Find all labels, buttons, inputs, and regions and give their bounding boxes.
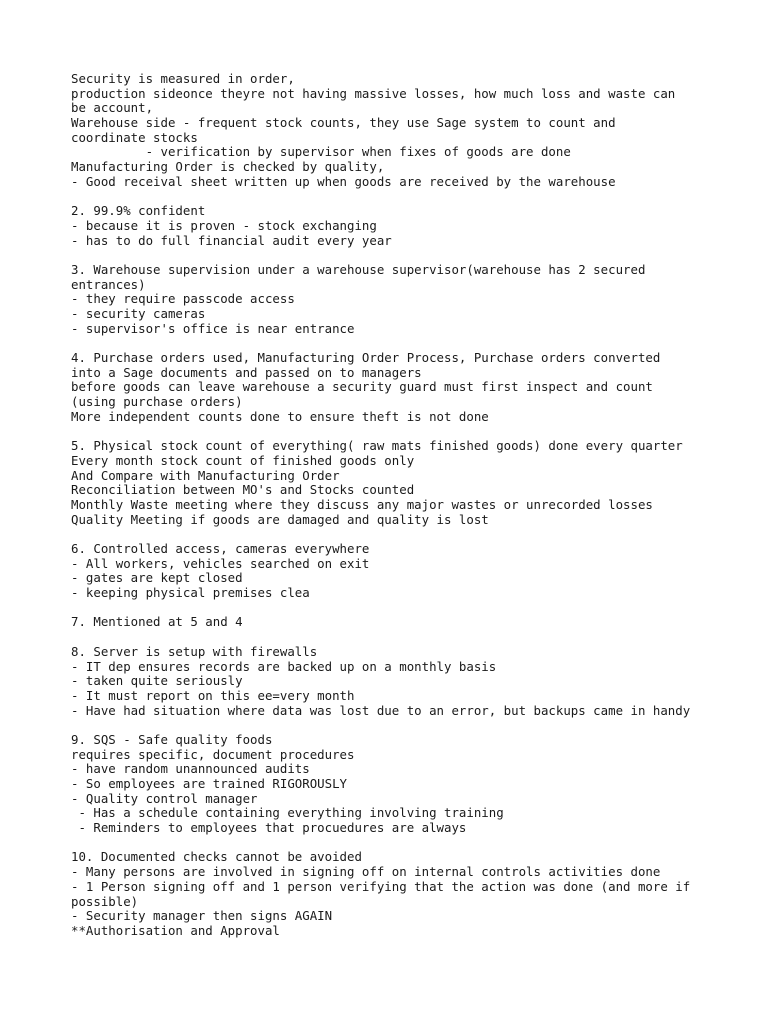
section-2-heading: 2. 99.9% confident	[71, 203, 206, 219]
text-line: - supervisor's office is near entrance	[71, 320, 355, 336]
blank-line	[71, 601, 711, 616]
text-line: - So employees are trained RIGOROUSLY	[71, 776, 348, 791]
document-page	[71, 72, 711, 939]
text-line: - Reminders to employees that procuedures are always	[71, 820, 467, 836]
text-line: - All workers, vehicles searched on exit	[71, 555, 370, 571]
text-line: requires specific, document procedures	[71, 746, 355, 762]
section-6-heading: 6. Controlled access, cameras everywhere	[71, 541, 370, 556]
text-line: coordinate stocks	[71, 129, 198, 145]
text-line: - have random unannounced audits	[71, 761, 310, 777]
text-line: (using purchase orders)	[71, 394, 243, 410]
text-line: - they require passcode access	[71, 291, 295, 307]
text-line: - Have had situation where data was lost due to an error, but backups came in handy	[71, 702, 691, 718]
text-line: More independent counts done to ensure theft is not done	[71, 408, 489, 424]
text-line: - security cameras	[71, 306, 206, 321]
blank-line	[71, 836, 711, 851]
text-line: Manufacturing Order is checked by quality,	[71, 159, 385, 175]
text-line: into a Sage documents and passed on to managers	[71, 364, 422, 380]
text-line: - It must report on this ee=very month	[71, 687, 355, 703]
text-line: - gates are kept closed	[71, 570, 243, 586]
text-line: - keeping physical premises clea	[71, 585, 310, 601]
text-line: possible)	[71, 893, 139, 909]
blank-line	[71, 718, 711, 733]
text-line: Security is measured in order,	[71, 71, 295, 86]
text-line: - has to do full financial audit every year	[71, 232, 392, 248]
text-line: be account,	[71, 100, 154, 116]
text-line: before goods can leave warehouse a security guard must first inspect and count	[71, 379, 653, 395]
text-line: Monthly Waste meeting where they discuss any major wastes or unrecorded losses	[71, 496, 653, 512]
text-line: - Security manager then signs AGAIN	[71, 908, 333, 924]
section-4-heading: 4. Purchase orders used, Manufacturing Order Process, Purchase orders converted	[71, 350, 661, 366]
text-line: entrances)	[71, 276, 146, 292]
text-line: Every month stock count of finished goods only	[71, 452, 415, 468]
blank-line	[71, 336, 711, 351]
blank-line	[71, 248, 711, 263]
text-line: - Quality control manager	[71, 790, 258, 806]
text-line: And Compare with Manufacturing Order	[71, 467, 340, 483]
section-10-heading: 10. Documented checks cannot be avoided	[71, 849, 362, 865]
text-line: **Authorisation and Approval	[71, 922, 280, 938]
text-line: Warehouse side - frequent stock counts, they use Sage system to count and	[71, 115, 616, 131]
blank-line	[71, 190, 711, 205]
text-line: - verification by supervisor when fixes of goods are done	[71, 144, 571, 160]
text-line: - because it is proven - stock exchanging	[71, 217, 377, 233]
text-line: - 1 Person signing off and 1 person verifying that the action was done (and more if	[71, 878, 691, 894]
blank-line	[71, 630, 711, 645]
section-7-heading: 7. Mentioned at 5 and 4	[71, 614, 243, 630]
text-line: - taken quite seriously	[71, 673, 243, 689]
text-line: Quality Meeting if goods are damaged and quality is lost	[71, 511, 489, 527]
text-line: Reconciliation between MO's and Stocks counted	[71, 482, 415, 498]
blank-line	[71, 425, 711, 440]
section-9-heading: 9. SQS - Safe quality foods	[71, 731, 273, 747]
text-line: - Has a schedule containing everything involving training	[71, 805, 504, 821]
text-line: - Many persons are involved in signing off on internal controls activities done	[71, 864, 661, 880]
text-line: production sideonce theyre not having massive losses, how much loss and waste can	[71, 85, 676, 101]
blank-line	[71, 527, 711, 542]
text-line: - Good receival sheet written up when goods are received by the warehouse	[71, 173, 616, 189]
text-line: - IT dep ensures records are backed up on a monthly basis	[71, 658, 497, 674]
section-5-heading: 5. Physical stock count of everything( raw mats finished goods) done every quarter	[71, 438, 683, 454]
section-3-heading: 3. Warehouse supervision under a warehouse supervisor(warehouse has 2 secured	[71, 261, 646, 277]
section-8-heading: 8. Server is setup with firewalls	[71, 643, 318, 659]
